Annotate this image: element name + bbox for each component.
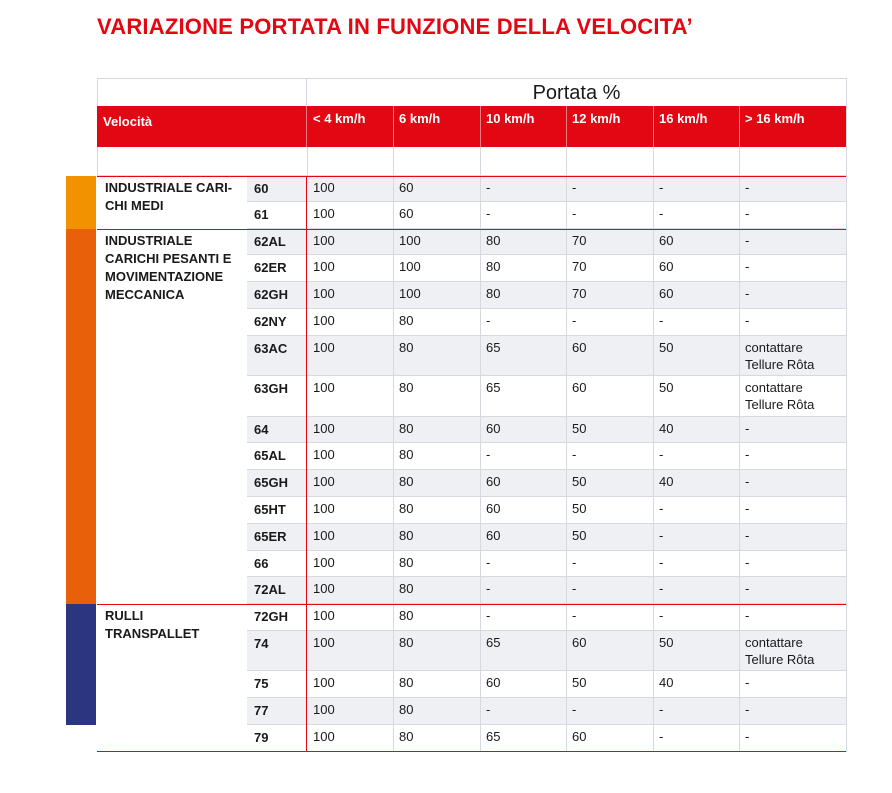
row-code: 62NY	[254, 314, 287, 329]
row-code: 65AL	[254, 448, 286, 463]
value-cell: -	[659, 447, 664, 462]
header-divider	[393, 106, 394, 147]
value-cell: contattare Tellure Rôta	[745, 380, 815, 412]
value-cell: 100	[399, 233, 421, 248]
value-cell: 100	[313, 635, 335, 650]
value-cell: 100	[313, 421, 335, 436]
value-cell: 60	[659, 286, 674, 301]
value-cell: -	[745, 675, 750, 690]
value-cell: -	[572, 555, 577, 570]
row-code: 64	[254, 422, 269, 437]
row-code: 79	[254, 730, 269, 745]
group-separator	[97, 604, 846, 605]
code-column-divider	[306, 176, 307, 752]
value-cell: 60	[486, 528, 501, 543]
page-title: VARIAZIONE PORTATA IN FUNZIONE DELLA VELOCITA’	[97, 14, 693, 39]
header-top-rule	[97, 78, 846, 79]
value-cell: 80	[399, 474, 414, 489]
header-divider	[566, 106, 567, 147]
row-code: 65HT	[254, 502, 286, 517]
value-cell: -	[745, 180, 750, 195]
value-cell: 60	[486, 501, 501, 516]
value-cell: -	[486, 608, 491, 623]
portata-heading: Portata %	[532, 82, 621, 104]
value-cell: -	[659, 729, 664, 744]
spacer-bottom-rule	[97, 147, 846, 176]
value-cell: 60	[399, 206, 414, 221]
value-cell: -	[572, 206, 577, 221]
value-cell: 80	[399, 421, 414, 436]
row-code: 72AL	[254, 582, 286, 597]
speed-header-3: 12 km/h	[572, 111, 621, 126]
value-cell: 80	[399, 555, 414, 570]
row-code: 74	[254, 636, 269, 651]
value-cell: 100	[313, 729, 335, 744]
header-divider	[306, 106, 307, 147]
value-cell: contattare Tellure Rôta	[745, 340, 815, 372]
value-cell: 100	[313, 180, 335, 195]
value-cell: -	[572, 608, 577, 623]
value-cell: -	[659, 180, 664, 195]
value-cell: -	[486, 581, 491, 596]
value-cell: -	[486, 180, 491, 195]
column-divider	[846, 176, 847, 752]
value-cell: 80	[399, 581, 414, 596]
value-cell: 100	[313, 474, 335, 489]
value-cell: -	[572, 180, 577, 195]
value-cell: 80	[399, 702, 414, 717]
value-cell: 80	[486, 259, 501, 274]
value-cell: -	[745, 501, 750, 516]
value-cell: 50	[572, 474, 587, 489]
value-cell: -	[745, 528, 750, 543]
value-cell: -	[659, 501, 664, 516]
value-cell: -	[745, 286, 750, 301]
value-cell: 40	[659, 675, 674, 690]
value-cell: 65	[486, 340, 501, 355]
spacer-divider	[653, 147, 654, 176]
value-cell: -	[659, 581, 664, 596]
group-label: RULLI TRANSPALLET	[105, 608, 200, 641]
value-cell: -	[745, 421, 750, 436]
group-separator	[97, 176, 846, 177]
value-cell: 50	[572, 501, 587, 516]
value-cell: 80	[486, 286, 501, 301]
value-cell: -	[659, 702, 664, 717]
value-cell: 80	[399, 608, 414, 623]
value-cell: contattare Tellure Rôta	[745, 635, 815, 667]
value-cell: 65	[486, 380, 501, 395]
column-divider	[480, 176, 481, 752]
row-code: 62AL	[254, 234, 286, 249]
value-cell: 100	[313, 528, 335, 543]
value-cell: -	[745, 206, 750, 221]
value-cell: -	[659, 608, 664, 623]
value-cell: -	[486, 555, 491, 570]
value-cell: 50	[659, 340, 674, 355]
value-cell: 100	[313, 555, 335, 570]
value-cell: 100	[313, 259, 335, 274]
value-cell: 50	[572, 528, 587, 543]
row-code: 62GH	[254, 287, 288, 302]
group-stripe	[66, 604, 96, 725]
value-cell: 80	[399, 447, 414, 462]
spacer-divider	[566, 147, 567, 176]
speed-header-2: 10 km/h	[486, 111, 535, 126]
speed-header-0: < 4 km/h	[313, 111, 366, 126]
speed-header-5: > 16 km/h	[745, 111, 805, 126]
value-cell: -	[745, 581, 750, 596]
spacer-divider	[846, 147, 847, 176]
value-cell: 100	[399, 259, 421, 274]
value-cell: 65	[486, 635, 501, 650]
value-cell: -	[572, 581, 577, 596]
value-cell: -	[572, 447, 577, 462]
value-cell: 100	[313, 206, 335, 221]
value-cell: 60	[572, 340, 587, 355]
spacer-divider	[307, 147, 308, 176]
spacer-divider	[739, 147, 740, 176]
header-divider	[739, 106, 740, 147]
row-code: 65ER	[254, 529, 287, 544]
value-cell: 80	[486, 233, 501, 248]
value-cell: -	[745, 313, 750, 328]
value-cell: 100	[313, 286, 335, 301]
value-cell: 80	[399, 340, 414, 355]
value-cell: 60	[486, 421, 501, 436]
value-cell: 80	[399, 501, 414, 516]
speed-header-4: 16 km/h	[659, 111, 708, 126]
value-cell: -	[486, 447, 491, 462]
value-cell: 50	[572, 421, 587, 436]
value-cell: -	[659, 313, 664, 328]
value-cell: 40	[659, 421, 674, 436]
row-code: 62ER	[254, 260, 287, 275]
value-cell: 60	[572, 635, 587, 650]
value-cell: -	[745, 555, 750, 570]
value-cell: -	[745, 474, 750, 489]
value-cell: 80	[399, 313, 414, 328]
value-cell: 65	[486, 729, 501, 744]
row-code: 65GH	[254, 475, 288, 490]
value-cell: -	[659, 206, 664, 221]
value-cell: -	[745, 702, 750, 717]
row-code: 60	[254, 181, 269, 196]
value-cell: 100	[313, 313, 335, 328]
value-cell: 80	[399, 380, 414, 395]
value-cell: -	[486, 702, 491, 717]
row-code: 75	[254, 676, 269, 691]
value-cell: -	[486, 313, 491, 328]
table-bottom-rule	[97, 751, 846, 752]
value-cell: 60	[659, 259, 674, 274]
group-label: INDUSTRIALE CARI- CHI MEDI	[105, 180, 233, 213]
group-label: INDUSTRIALE CARICHI PESANTI E MOVIMENTAZIONE MECCANICA	[105, 233, 232, 302]
column-divider	[739, 176, 740, 752]
value-cell: 60	[486, 675, 501, 690]
value-cell: 50	[572, 675, 587, 690]
value-cell: -	[745, 233, 750, 248]
spacer-divider	[393, 147, 394, 176]
value-cell: 100	[313, 675, 335, 690]
value-cell: -	[572, 313, 577, 328]
value-cell: -	[659, 528, 664, 543]
value-cell: 40	[659, 474, 674, 489]
value-cell: 60	[399, 180, 414, 195]
row-code: 77	[254, 703, 269, 718]
header-divider	[480, 106, 481, 147]
value-cell: -	[745, 608, 750, 623]
group-separator	[97, 229, 846, 230]
value-cell: -	[745, 259, 750, 274]
value-cell: 100	[313, 608, 335, 623]
value-cell: 60	[659, 233, 674, 248]
value-cell: 100	[399, 286, 421, 301]
value-cell: 70	[572, 233, 587, 248]
row-code: 63AC	[254, 341, 288, 356]
speed-header-1: 6 km/h	[399, 111, 441, 126]
value-cell: 100	[313, 447, 335, 462]
value-cell: 100	[313, 501, 335, 516]
value-cell: 70	[572, 286, 587, 301]
value-cell: -	[486, 206, 491, 221]
group-stripe	[66, 176, 96, 229]
value-cell: -	[659, 555, 664, 570]
column-divider	[653, 176, 654, 752]
value-cell: 100	[313, 340, 335, 355]
value-cell: -	[745, 447, 750, 462]
row-code: 63GH	[254, 381, 288, 396]
value-cell: 100	[313, 233, 335, 248]
spacer-divider	[480, 147, 481, 176]
column-divider	[393, 176, 394, 752]
value-cell: 50	[659, 380, 674, 395]
value-cell: 60	[572, 380, 587, 395]
value-cell: 80	[399, 675, 414, 690]
value-cell: 80	[399, 528, 414, 543]
value-cell: 100	[313, 380, 335, 395]
value-cell: 80	[399, 729, 414, 744]
value-cell: -	[572, 702, 577, 717]
row-code: 66	[254, 556, 269, 571]
header-divider	[653, 106, 654, 147]
row-code: 61	[254, 207, 269, 222]
velocita-header: Velocità	[103, 114, 153, 129]
value-cell: 60	[572, 729, 587, 744]
value-cell: -	[745, 729, 750, 744]
value-cell: 70	[572, 259, 587, 274]
value-cell: 50	[659, 635, 674, 650]
value-cell: 60	[486, 474, 501, 489]
row-code: 72GH	[254, 609, 288, 624]
value-cell: 100	[313, 702, 335, 717]
value-cell: 80	[399, 635, 414, 650]
column-divider	[566, 176, 567, 752]
group-stripe	[66, 229, 96, 604]
value-cell: 100	[313, 581, 335, 596]
